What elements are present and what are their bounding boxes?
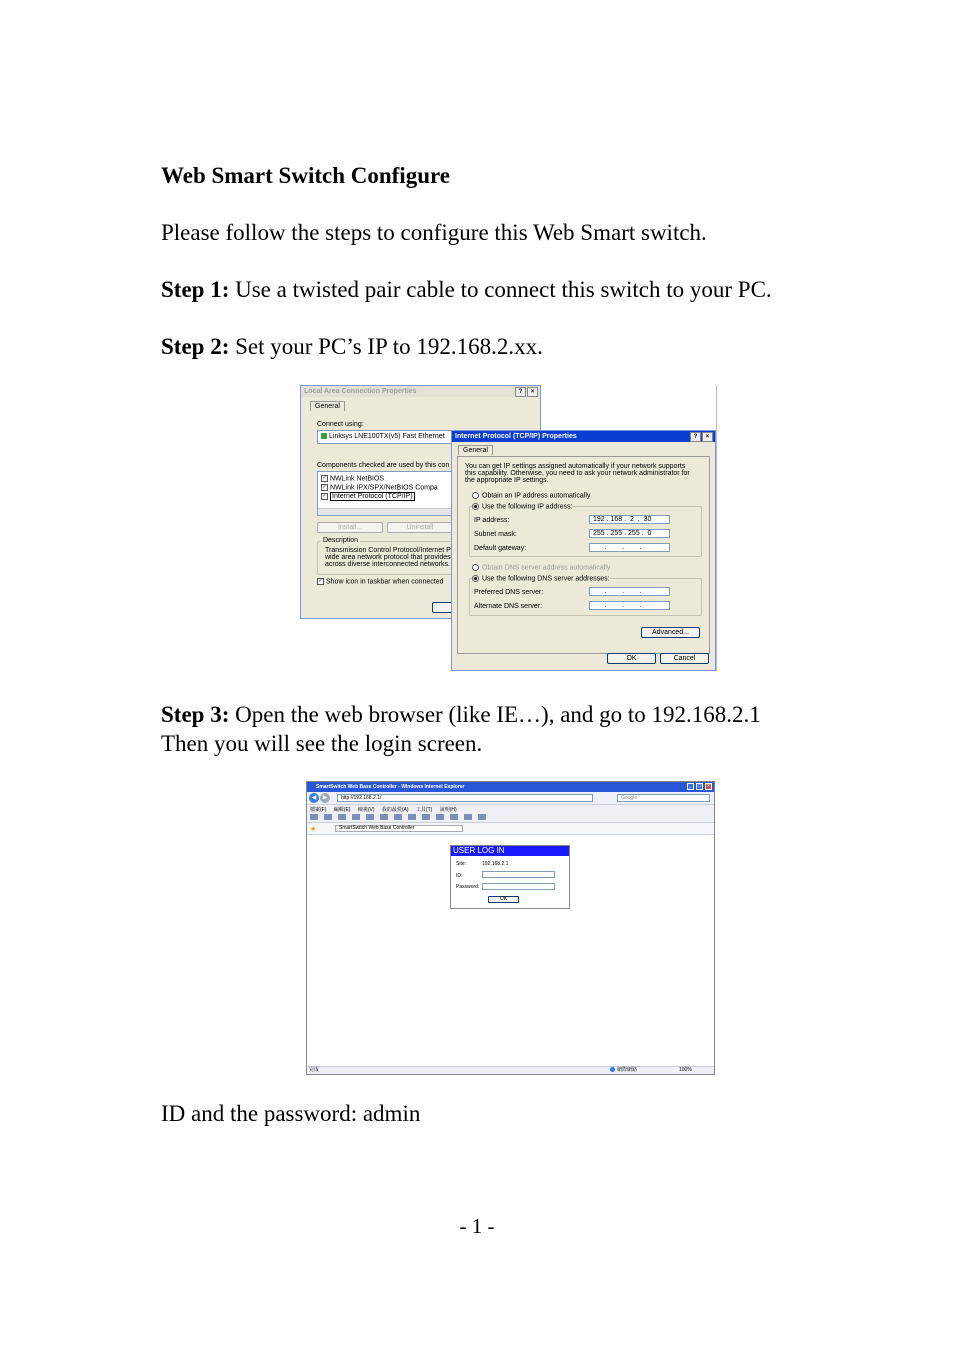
tab-general[interactable]: General: [310, 401, 345, 411]
use-following-dns-option[interactable]: [472, 575, 610, 582]
status-bar: [307, 1066, 714, 1074]
back-icon[interactable]: ◀: [309, 793, 319, 803]
tcpip-dialog-title-text: Internet Protocol (TCP/IP) Properties: [455, 433, 577, 440]
show-icon-option[interactable]: [317, 578, 444, 585]
checkbox-checked-icon[interactable]: ✓: [318, 578, 323, 584]
browser-title-bar: [307, 782, 714, 792]
components-list: [317, 471, 467, 516]
password-input[interactable]: [482, 883, 555, 890]
help-button[interactable]: ?: [515, 387, 526, 397]
status-zone: [610, 1067, 637, 1074]
subnet-mask-label: Subnet mask:: [474, 531, 517, 538]
info-line-2: this capability. Otherwise, you need to ask your network administrator for: [465, 470, 690, 477]
login-header: USER LOG IN: [451, 846, 569, 856]
id-input[interactable]: [482, 871, 555, 878]
tcpip-properties-dialog: [451, 430, 716, 671]
radio-icon[interactable]: [472, 492, 479, 499]
site-label: Site:: [456, 861, 467, 867]
uninstall-button[interactable]: Uninstall: [387, 522, 453, 533]
menu-bar[interactable]: 檔案(F) 編輯(E) 檢視(V) 我的最愛(A) 工具(T) 說明(H): [310, 807, 457, 813]
preferred-dns-field[interactable]: . . .: [589, 587, 670, 596]
adapter-label: Linksys LNE100TX(v5) Fast Ethernet: [329, 433, 445, 440]
adapter-name: [321, 433, 445, 440]
obtain-dns-auto-label: Obtain DNS server address automatically: [482, 564, 611, 572]
status-zone-label: 網際網路: [617, 1067, 638, 1073]
address-bar-row: [307, 792, 714, 805]
tcpip-dialog-title: [452, 431, 715, 442]
forward-icon[interactable]: ▶: [320, 793, 330, 803]
network-settings-screenshot: [300, 385, 717, 671]
zoom-level[interactable]: 100%: [679, 1067, 692, 1073]
component-label: Internet Protocol (TCP/IP): [332, 493, 413, 501]
adapter-box: [317, 430, 467, 444]
step-3: [161, 700, 761, 729]
close-button[interactable]: ×: [527, 387, 538, 397]
ok-button[interactable]: OK: [607, 653, 656, 664]
password-label: Password:: [456, 884, 480, 890]
checkbox-checked-icon[interactable]: ✓: [322, 475, 327, 481]
id-label: ID:: [456, 873, 463, 879]
tab-row: [307, 823, 714, 835]
radio-selected-icon[interactable]: [472, 575, 479, 582]
horizontal-scrollbar[interactable]: [318, 508, 466, 515]
help-button[interactable]: ?: [690, 432, 701, 442]
network-card-icon: [321, 433, 327, 439]
status-text: 完成: [309, 1067, 320, 1073]
show-icon-label: Show icon in taskbar when connected: [326, 578, 444, 586]
step-2: [161, 332, 543, 361]
favorites-star-icon[interactable]: ★: [310, 826, 317, 833]
default-gateway-label: Default gateway:: [474, 545, 527, 552]
address-input[interactable]: http://192.168.2.1/: [337, 794, 593, 802]
use-following-ip-label: Use the following IP address:: [482, 503, 573, 511]
default-gateway-field[interactable]: . . .: [589, 543, 670, 552]
search-input[interactable]: Google: [617, 794, 710, 802]
step-1: [161, 275, 772, 304]
obtain-ip-auto-label: Obtain an IP address automatically: [482, 492, 591, 500]
use-following-ip-option[interactable]: [472, 503, 573, 510]
list-item[interactable]: [321, 475, 384, 482]
radio-icon[interactable]: [472, 564, 479, 571]
alternate-dns-field[interactable]: . . .: [589, 601, 670, 610]
step-3-label: Step 3:: [161, 702, 230, 727]
info-line-1: You can get IP settings assigned automatically if your network supports: [465, 463, 686, 470]
credentials-note: ID and the password: admin: [161, 1101, 421, 1126]
tab-smartswitch[interactable]: SmartSwitch Web Base Controller: [335, 825, 463, 832]
subnet-mask-field[interactable]: 255 . 255 . 255 . 0: [589, 529, 670, 538]
preferred-dns-label: Preferred DNS server:: [474, 589, 544, 596]
connect-using-label: Connect using:: [317, 421, 364, 428]
maximize-icon[interactable]: □: [697, 783, 702, 789]
step-1-text: Use a twisted pair cable to connect this switch to your PC.: [229, 277, 772, 302]
lan-dialog-title: [301, 386, 540, 397]
checkbox-checked-icon[interactable]: ✓: [322, 493, 327, 499]
obtain-ip-auto-option[interactable]: [472, 492, 590, 499]
step-1-label: Step 1:: [161, 277, 230, 302]
globe-icon: [610, 1067, 615, 1072]
install-button[interactable]: Install...: [317, 522, 383, 533]
intro-paragraph: Please follow the steps to configure this Web Smart switch.: [161, 220, 707, 245]
menu-toolbar-row: [307, 805, 714, 823]
info-line-3: the appropriate IP settings.: [465, 477, 549, 484]
list-item-selected[interactable]: [321, 493, 415, 500]
description-text-3: across diverse interconnected networks.: [325, 561, 450, 568]
site-value: 192.168.2.1: [482, 861, 509, 867]
alternate-dns-label: Alternate DNS server:: [474, 603, 543, 610]
list-item[interactable]: [321, 484, 438, 491]
login-ok-button[interactable]: OK: [488, 896, 519, 903]
step-3-line-2: Then you will see the login screen.: [161, 731, 483, 756]
description-text-1: Transmission Control Protocol/Internet P: [325, 547, 451, 554]
step-2-label: Step 2:: [161, 334, 230, 359]
browser-title: SmartSwitch Web Base Controller - Windows Internet Explorer: [316, 784, 465, 790]
login-form: [450, 845, 570, 909]
obtain-dns-auto-option[interactable]: [472, 564, 610, 571]
component-label: NWLink IPX/SPX/NetBIOS Compa: [330, 484, 438, 492]
toolbar-buttons[interactable]: [310, 814, 490, 820]
radio-selected-icon[interactable]: [472, 503, 479, 510]
ip-address-label: IP address:: [474, 517, 510, 524]
checkbox-checked-icon[interactable]: ✓: [322, 484, 327, 490]
step-3-text: Open the web browser (like IE…), and go to 192.168.2.1: [229, 702, 761, 727]
minimize-icon[interactable]: _: [687, 783, 694, 790]
page-title: Web Smart Switch Configure: [161, 163, 450, 188]
cancel-button[interactable]: Cancel: [660, 653, 709, 664]
tab-general[interactable]: General: [458, 445, 493, 455]
description-text-2: wide area network protocol that provides: [325, 554, 451, 561]
use-following-dns-label: Use the following DNS server addresses:: [482, 575, 610, 583]
ip-address-field[interactable]: 192 . 168 . 2 . 30: [589, 515, 670, 524]
close-icon[interactable]: ×: [705, 783, 712, 790]
description-label: Description: [323, 537, 359, 544]
close-button[interactable]: ×: [702, 432, 713, 442]
dns-group: [469, 578, 702, 616]
advanced-button[interactable]: Advanced...: [641, 627, 700, 638]
browser-login-screenshot: [306, 781, 715, 1075]
step-2-text: Set your PC’s IP to 192.168.2.xx.: [229, 334, 543, 359]
page-number: - 1 -: [459, 1214, 495, 1238]
component-label: NWLink NetBIOS: [330, 475, 385, 483]
components-label: Components checked are used by this con: [317, 462, 450, 469]
lan-dialog-title-text: Local Area Connection Properties: [304, 388, 417, 395]
